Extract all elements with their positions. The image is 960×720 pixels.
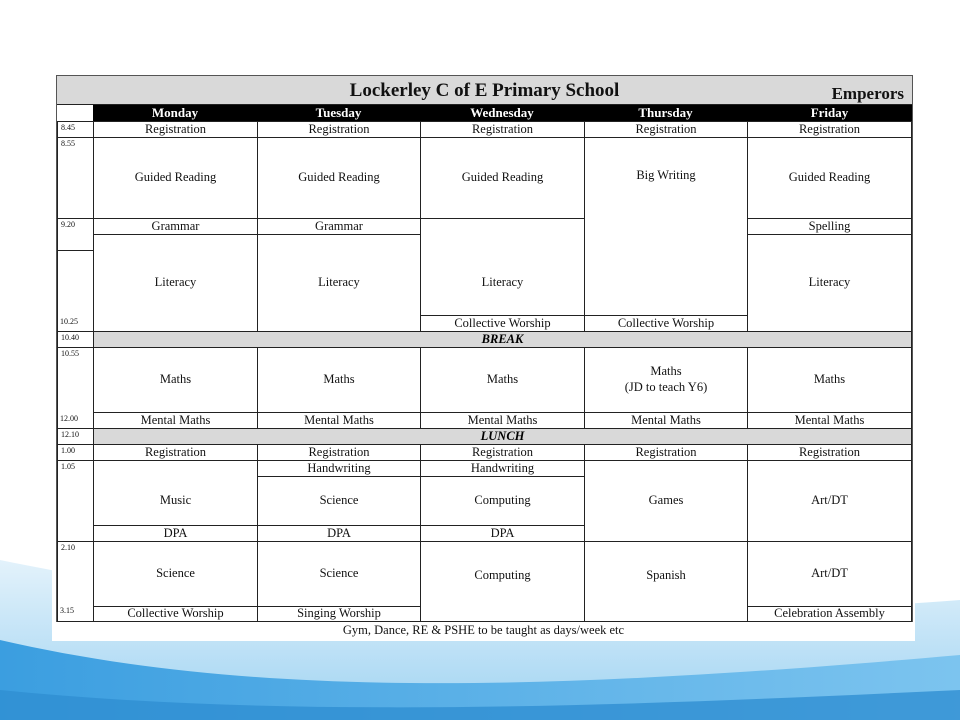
lesson-celebration-assembly: Celebration Assembly bbox=[747, 606, 912, 622]
lesson-guided-reading: Guided Reading bbox=[420, 137, 585, 219]
lesson-mental-maths: Mental Maths bbox=[747, 412, 912, 429]
lesson-mental-maths: Mental Maths bbox=[257, 412, 421, 429]
lesson-guided-reading: Guided Reading bbox=[747, 137, 912, 219]
lesson-literacy-label: Literacy bbox=[481, 275, 524, 290]
lunch-band: LUNCH bbox=[93, 428, 912, 445]
lesson-computing bbox=[420, 541, 585, 622]
lesson-dpa: DPA bbox=[420, 525, 585, 542]
time-cell: 9.20 bbox=[57, 218, 94, 251]
lesson-registration: Registration bbox=[420, 444, 585, 461]
lesson-collective-worship: Collective Worship bbox=[584, 315, 748, 332]
lesson-guided-reading: Guided Reading bbox=[93, 137, 258, 219]
day-header-wednesday: Wednesday bbox=[420, 105, 584, 121]
school-title: Lockerley C of E Primary School bbox=[349, 80, 620, 101]
timetable bbox=[56, 75, 913, 622]
lesson-registration: Registration bbox=[257, 121, 421, 138]
lesson-collective-worship: Collective Worship bbox=[93, 606, 258, 622]
lesson-music bbox=[93, 460, 258, 526]
lesson-collective-worship: Collective Worship bbox=[420, 315, 585, 332]
time-cell: 8.45 bbox=[57, 121, 94, 138]
lesson-games: Games bbox=[584, 460, 748, 542]
lesson-registration: Registration bbox=[257, 444, 421, 461]
lesson-science: Science bbox=[257, 476, 421, 526]
lesson-maths: Maths bbox=[420, 347, 585, 413]
lesson-registration: Registration bbox=[584, 121, 748, 138]
lesson-maths: Maths bbox=[93, 347, 258, 413]
lesson-spanish-label: Spanish bbox=[646, 567, 686, 582]
break-band: BREAK bbox=[93, 331, 912, 348]
lesson-science: Science bbox=[93, 541, 258, 607]
lesson-guided-reading: Guided Reading bbox=[257, 137, 421, 219]
time-label: 10.25 bbox=[60, 317, 78, 326]
lesson-registration: Registration bbox=[747, 121, 912, 138]
class-name: Emperors bbox=[831, 84, 904, 103]
time-label: 12.00 bbox=[60, 414, 78, 423]
lesson-music-label: Music bbox=[159, 493, 192, 508]
lesson-handwriting: Handwriting bbox=[420, 460, 585, 477]
day-header-tuesday: Tuesday bbox=[257, 105, 420, 121]
day-header-monday: Monday bbox=[93, 105, 257, 121]
lesson-literacy: Literacy bbox=[257, 234, 421, 332]
lesson-mental-maths: Mental Maths bbox=[584, 412, 748, 429]
lesson-dpa: DPA bbox=[257, 525, 421, 542]
lesson-literacy bbox=[420, 218, 585, 316]
time-cell: 2.10 bbox=[57, 541, 94, 622]
time-label: 3.15 bbox=[60, 606, 74, 615]
lesson-maths-thursday bbox=[584, 347, 748, 413]
lesson-maths-label: Maths bbox=[650, 364, 682, 379]
lesson-mental-maths: Mental Maths bbox=[420, 412, 585, 429]
lesson-literacy: Literacy bbox=[93, 234, 258, 332]
time-cell: 10.55 bbox=[57, 347, 94, 429]
time-cell: 1.05 bbox=[57, 460, 94, 542]
lesson-singing-worship: Singing Worship bbox=[257, 606, 421, 622]
lesson-art-dt: Art/DT bbox=[747, 541, 912, 607]
lesson-registration: Registration bbox=[93, 121, 258, 138]
lesson-spanish bbox=[584, 541, 748, 622]
lesson-mental-maths: Mental Maths bbox=[93, 412, 258, 429]
lesson-literacy: Literacy bbox=[747, 234, 912, 332]
timetable-panel bbox=[52, 72, 915, 641]
lesson-registration: Registration bbox=[584, 444, 748, 461]
lesson-computing: Computing bbox=[420, 476, 585, 526]
lesson-big-writing-label: Big Writing bbox=[636, 167, 696, 182]
day-header-thursday: Thursday bbox=[584, 105, 747, 121]
lesson-registration: Registration bbox=[747, 444, 912, 461]
footer-note: Gym, Dance, RE & PSHE to be taught as days/week etc bbox=[342, 623, 625, 637]
lesson-grammar: Grammar bbox=[93, 218, 258, 235]
time-cell: 10.40 bbox=[57, 331, 94, 348]
lesson-art-dt: Art/DT bbox=[747, 460, 912, 542]
lesson-maths-note: (JD to teach Y6) bbox=[624, 380, 708, 394]
lesson-science: Science bbox=[257, 541, 421, 607]
lesson-spelling: Spelling bbox=[747, 218, 912, 235]
day-header-friday: Friday bbox=[747, 105, 912, 121]
lesson-dpa: DPA bbox=[93, 525, 258, 542]
lesson-registration: Registration bbox=[420, 121, 585, 138]
time-cell: 8.55 bbox=[57, 137, 94, 219]
lesson-big-writing bbox=[584, 137, 748, 316]
lesson-computing-label: Computing bbox=[474, 567, 531, 582]
lesson-handwriting: Handwriting bbox=[257, 460, 421, 477]
lesson-maths: Maths bbox=[257, 347, 421, 413]
lesson-registration: Registration bbox=[93, 444, 258, 461]
day-header-blank bbox=[57, 105, 93, 121]
lesson-grammar: Grammar bbox=[257, 218, 421, 235]
time-cell: 12.10 bbox=[57, 428, 94, 445]
lesson-maths: Maths bbox=[747, 347, 912, 413]
title-bar bbox=[57, 76, 912, 105]
time-cell: 1.00 bbox=[57, 444, 94, 461]
